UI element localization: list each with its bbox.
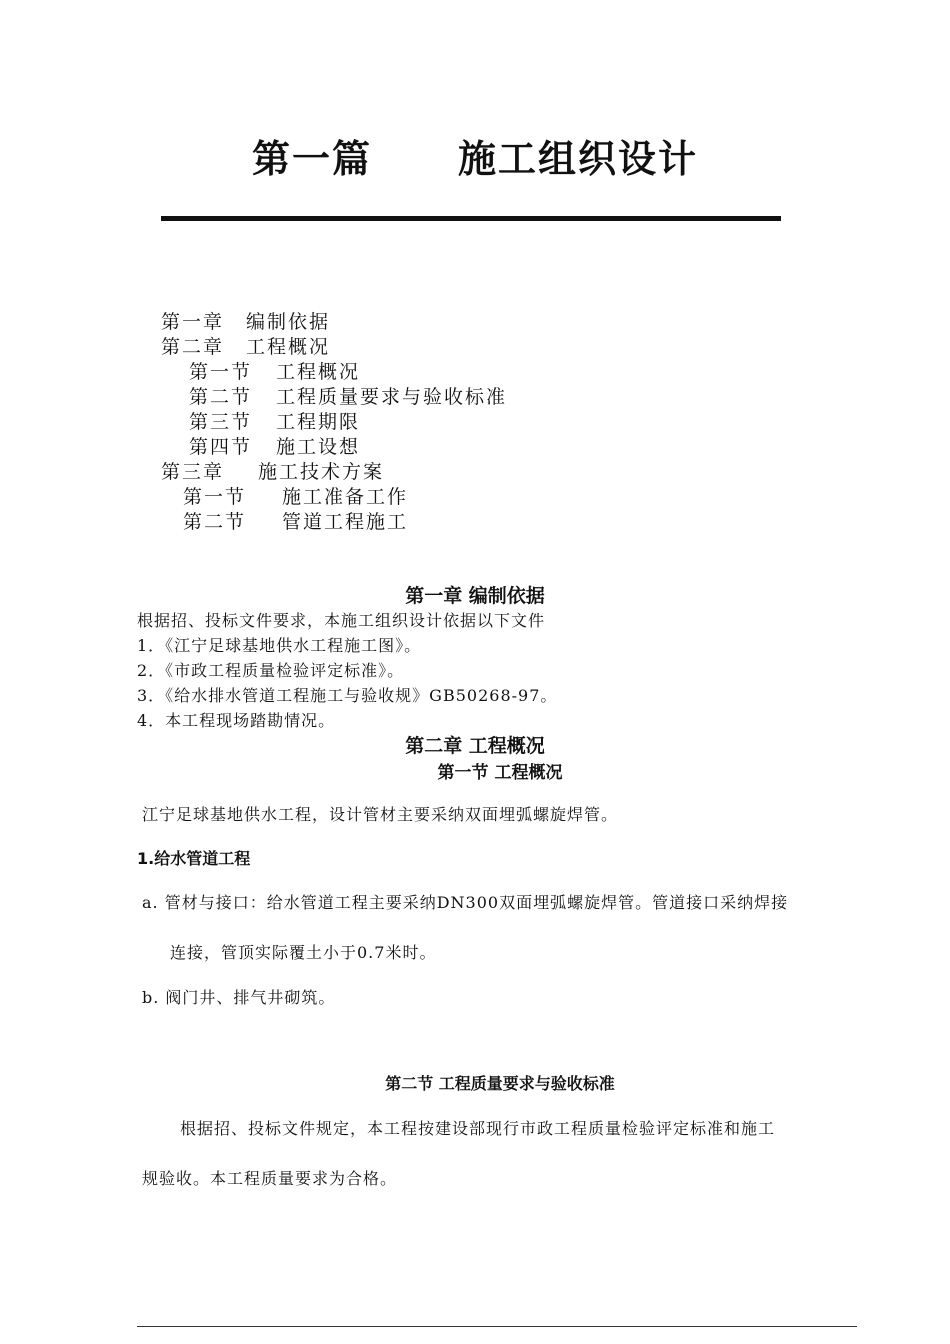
overview-text: 江宁足球基地供水工程，设计管材主要采纳双面埋弧螺旋焊管。 (142, 805, 619, 824)
item-b: b. 阀门井、排气井砌筑。 (142, 988, 336, 1007)
toc-item: 第二节 管道工程施工 (183, 511, 409, 533)
document-title (0, 128, 950, 183)
chapter1-item: 3．《给水排水管道工程施工与验收规》GB50268-97。 (137, 686, 558, 705)
chapter1-item: 4．本工程现场踏勘情况。 (137, 711, 336, 730)
toc-item: 第一节 施工准备工作 (183, 486, 409, 508)
chapter1-heading: 第一章 编制依据 (405, 585, 545, 607)
item-a-line1: a. 管材与接口：给水管道工程主要采纳DN300双面埋弧螺旋焊管。管道接口采纳焊接 (142, 893, 789, 912)
title-name: 施工组织设计 (458, 137, 699, 181)
toc-item: 第二节 工程质量要求与验收标准 (189, 386, 508, 408)
section2-line1: 根据招、投标文件规定，本工程按建设部现行市政工程质量检验评定标准和施工 (180, 1119, 776, 1138)
toc-item: 第三章 施工技术方案 (161, 461, 385, 483)
section2-line2: 规验收。本工程质量要求为合格。 (142, 1169, 398, 1188)
footer-divider (137, 1326, 857, 1327)
chapter1-item: 2．《市政工程质量检验评定标准》。 (137, 661, 405, 680)
chapter2-heading: 第二章 工程概况 (405, 735, 545, 757)
toc-item: 第四节 施工设想 (189, 436, 361, 458)
chapter1-intro: 根据招、投标文件要求，本施工组织设计依据以下文件 (137, 611, 546, 630)
section2-heading: 第二节 工程质量要求与验收标准 (385, 1074, 615, 1093)
title-divider (161, 216, 781, 221)
section1-heading: 第一节 工程概况 (437, 763, 563, 783)
chapter1-item: 1．《江宁足球基地供水工程施工图》。 (137, 636, 422, 655)
title-part: 第一篇 (251, 137, 372, 181)
item-a-line2: 连接，管顶实际覆土小于0.7米时。 (170, 943, 437, 962)
toc-item: 第二章 工程概况 (161, 336, 331, 358)
toc-item: 第一节 工程概况 (189, 361, 361, 383)
toc-item: 第三节 工程期限 (189, 411, 361, 433)
toc-item: 第一章 编制依据 (161, 311, 331, 333)
subsection-heading: 1.给水管道工程 (137, 849, 251, 868)
